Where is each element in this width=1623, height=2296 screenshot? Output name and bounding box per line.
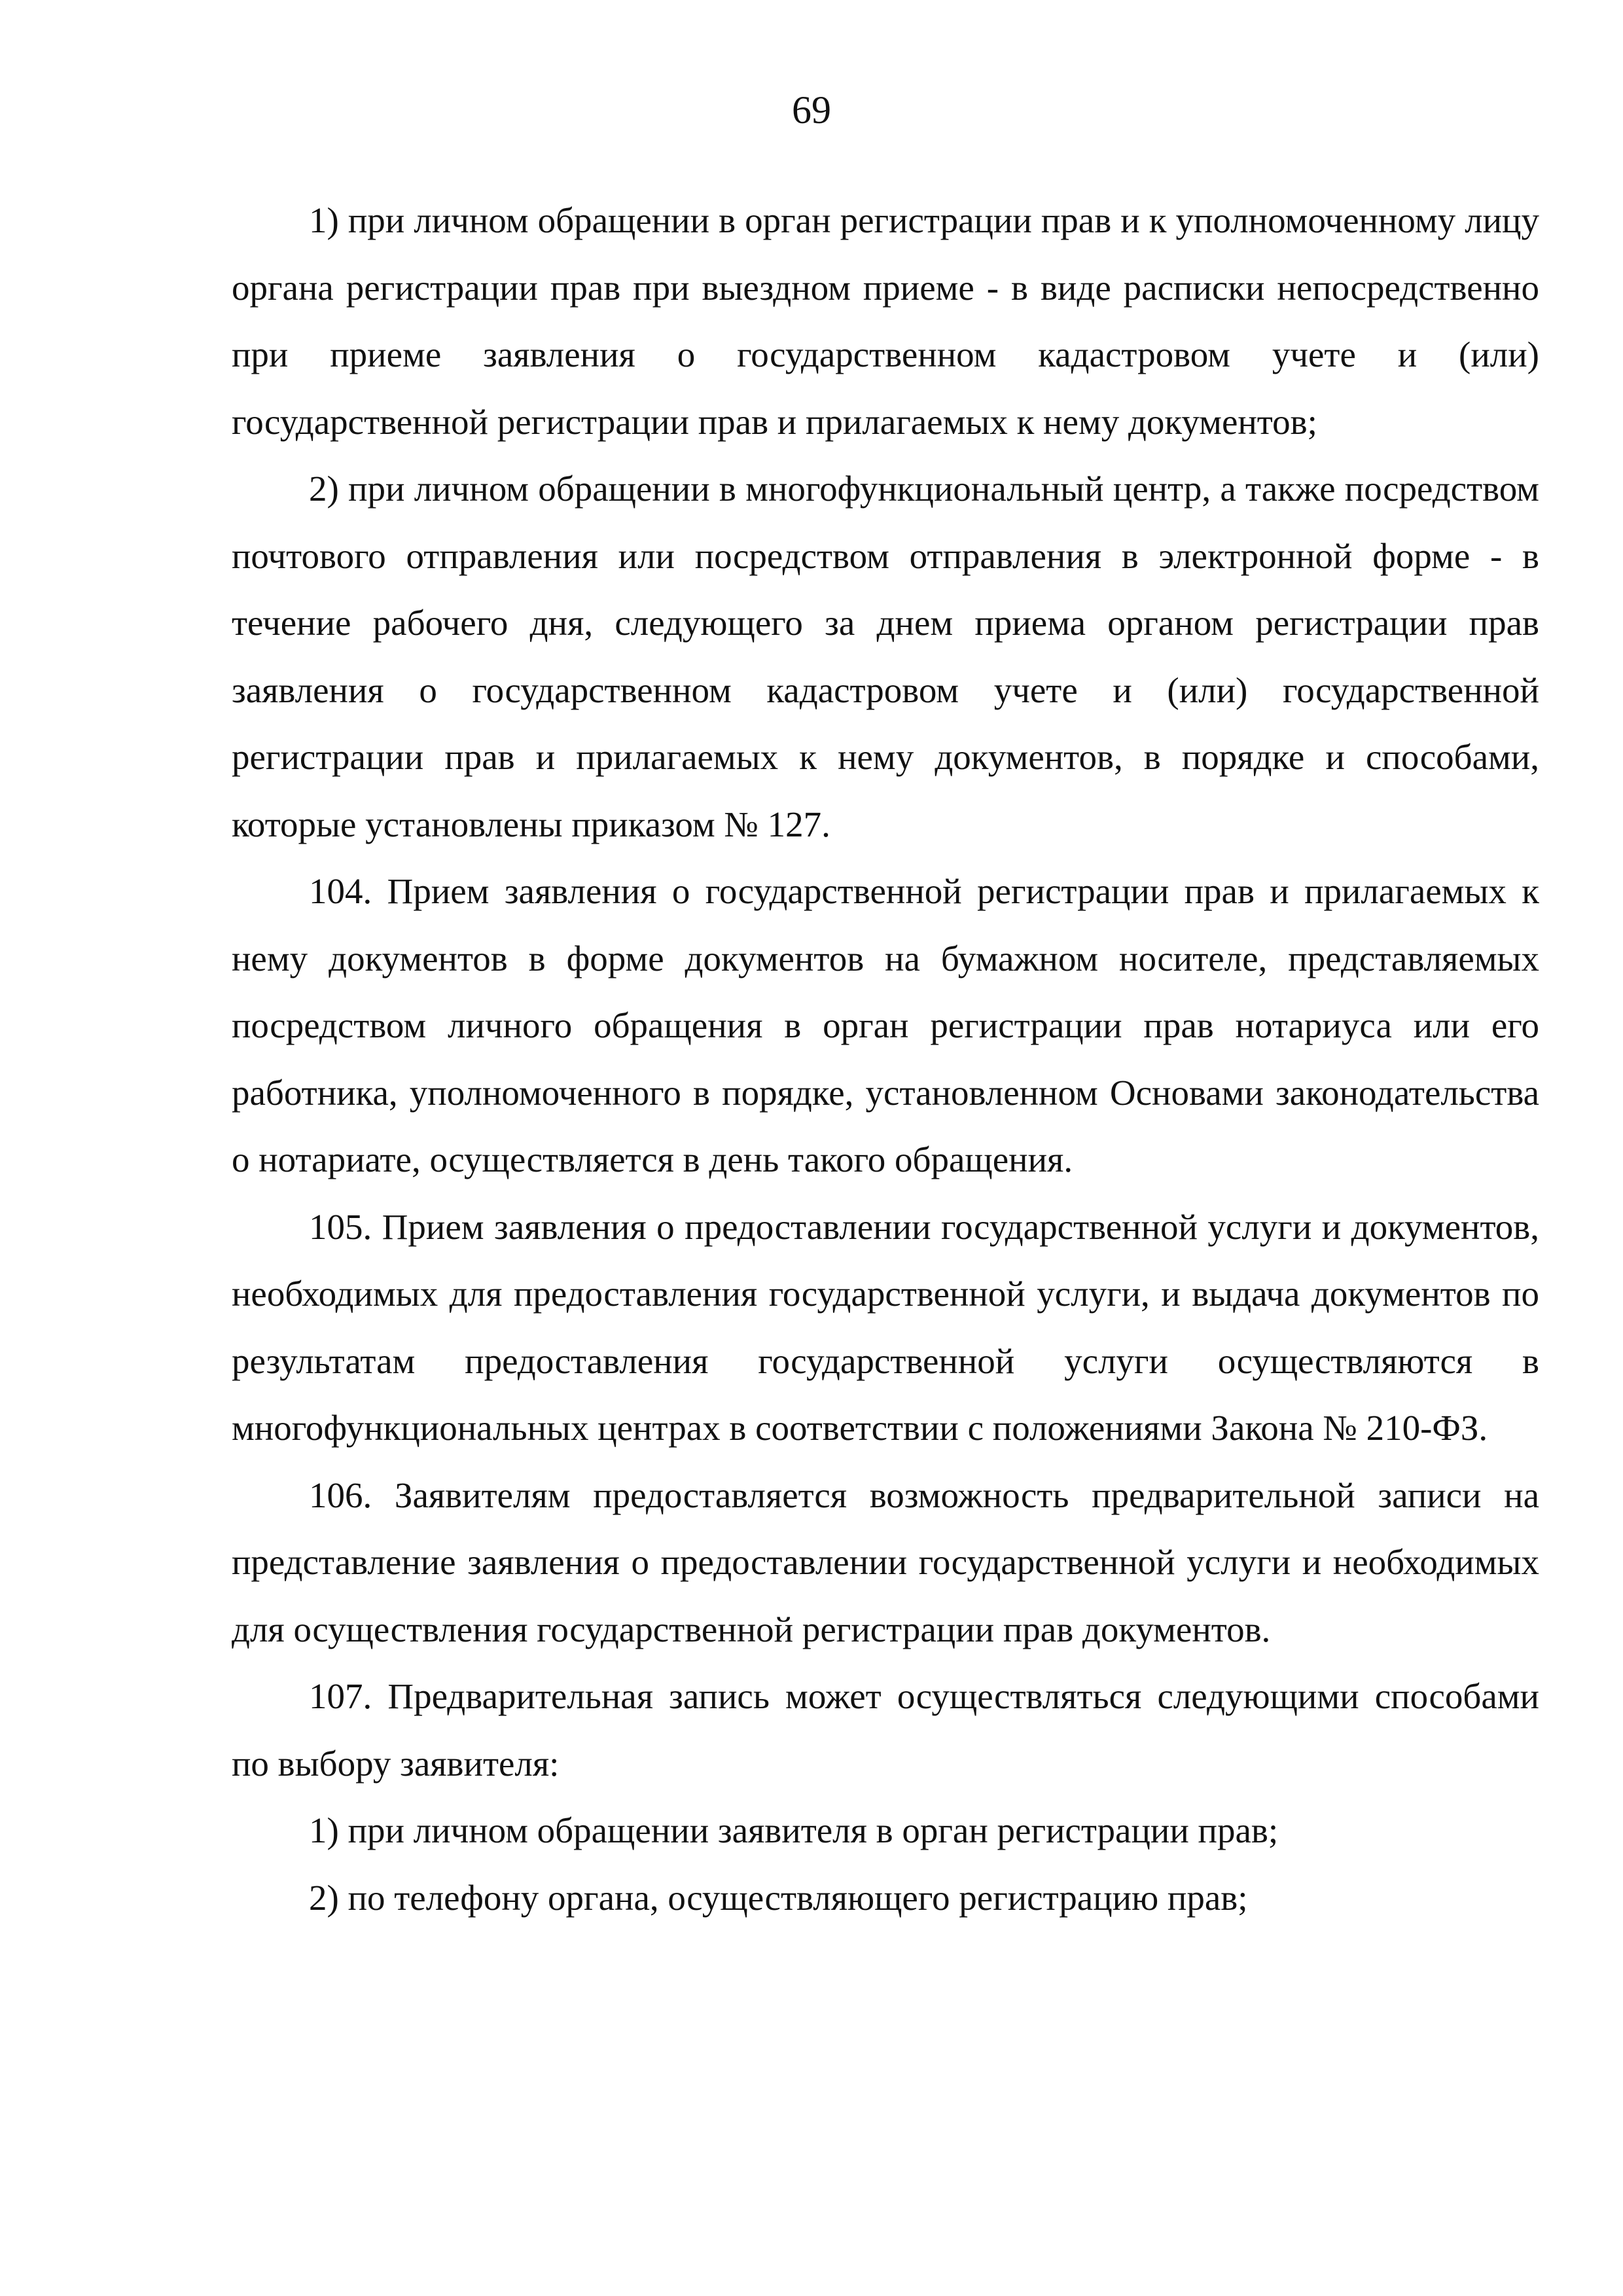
- paragraph-106: 106. Заявителям предоставляется возможность предварительной записи на представление заявления о предоставлении государственной услуги и необходимых для осуществления государственной регистрации прав документов.: [232, 1475, 1539, 1649]
- paragraph-107: 107. Предварительная запись может осуществляться следующими способами по выбору заявителя:: [232, 1676, 1539, 1784]
- document-body: [232, 187, 1539, 1931]
- page-number: 69: [792, 88, 831, 132]
- paragraph-receipt-in-person: 1) при личном обращении в орган регистрации прав и к уполномоченному лицу органа регистрации прав при выездном приеме - в виде расписки непосредственно при приеме заявления о государственном кадастровом учете и (или) государственной регистрации прав и прилагаемых к нему документов;: [232, 200, 1539, 442]
- list-item-in-person: 1) при личном обращении заявителя в орган регистрации прав;: [309, 1810, 1279, 1850]
- list-item-by-phone: 2) по телефону органа, осуществляющего регистрацию прав;: [309, 1877, 1248, 1918]
- paragraph-104: 104. Прием заявления о государственной регистрации прав и прилагаемых к нему документов в форме документов на бумажном носителе, представляемых посредством личного обращения в орган регистрации прав нотариуса или его работника, уполномоченного в порядке, установленном Основами законодательства о нотариате, осуществляется в день такого обращения.: [232, 871, 1539, 1179]
- paragraph-105: 105. Прием заявления о предоставлении государственной услуги и документов, необходимых для предоставления государственной услуги, и выдача документов по результатам предоставления государственной услуги осуществляются в многофункциональных центрах в соответствии с положениями Закона № 210-ФЗ.: [232, 1206, 1539, 1448]
- paragraph-receipt-mfc: 2) при личном обращении в многофункциональный центр, а также посредством почтового отправления или посредством отправления в электронной форме - в течение рабочего дня, следующего за днем приема органом регистрации прав заявления о государственном кадастровом учете и (или) государственной регистрации прав и прилагаемых к нему документов, в порядке и способами, которые установлены приказом № 127.: [232, 469, 1539, 844]
